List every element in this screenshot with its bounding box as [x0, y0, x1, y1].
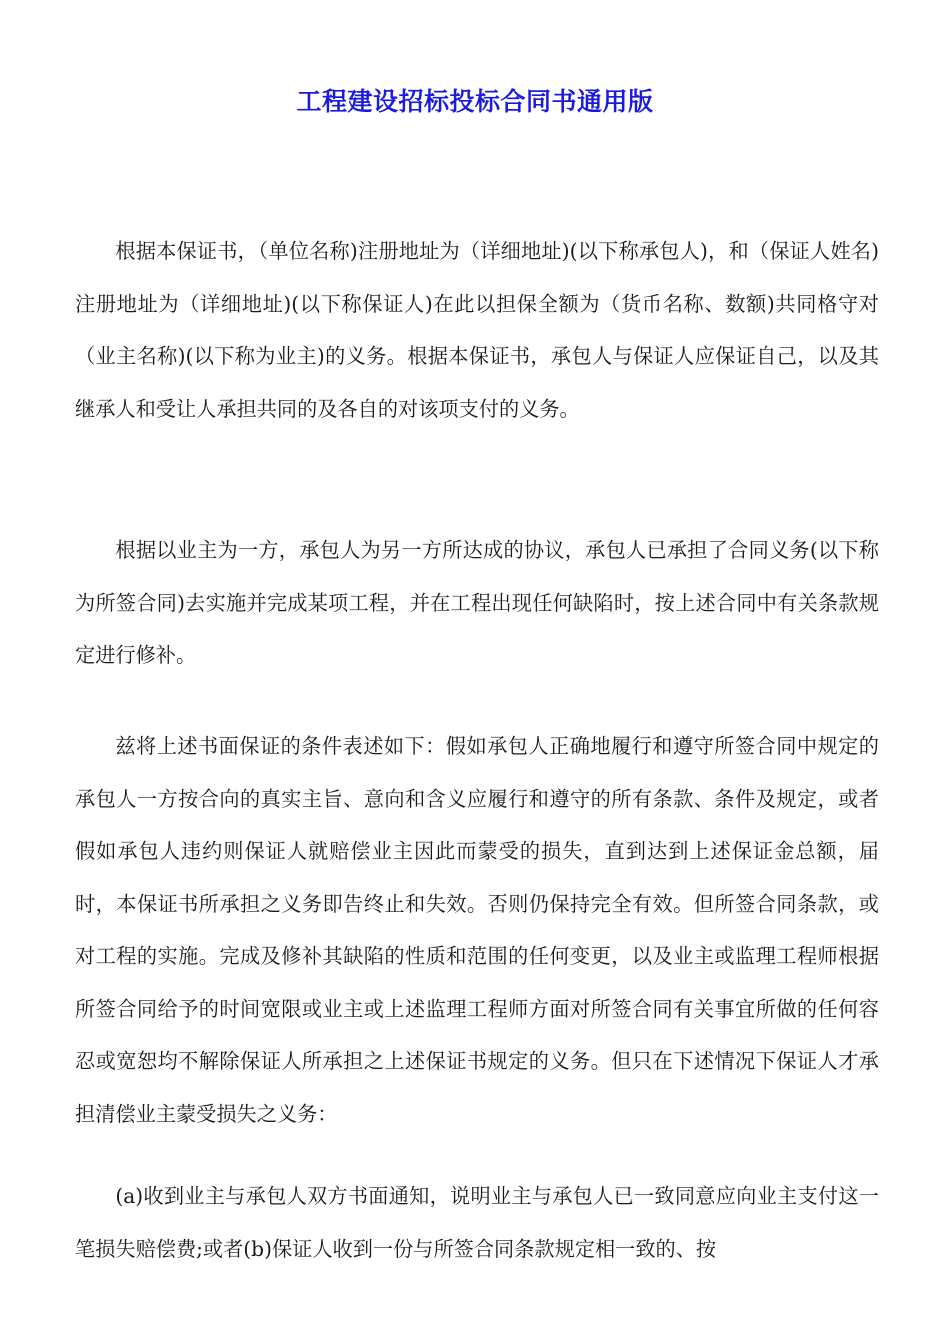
paragraph-payment-cases: (a)收到业主与承包人双方书面通知，说明业主与承包人已一致同意应向业主支付这一笔损失赔偿费;或者(b)保证人收到一份与所签合同条款规定相一致的、按 [75, 1184, 879, 1261]
paragraph-contract-agreement: 根据以业主为一方，承包人为另一方所达成的协议，承包人已承担了合同义务(以下称为所签合同)去实施并完成某项工程，并在工程出现任何缺陷时，按上述合同中有关条款规定进行修补。 [75, 538, 879, 667]
paragraph-guarantee-parties: 根据本保证书，（单位名称)注册地址为（详细地址)(以下称承包人)，和（保证人姓名)注册地址为（详细地址)(以下称保证人)在此以担保全额为（货币名称、数额)共同格守对（业主名称)(以下称为业主)的义务。根据本保证书，承包人与保证人应保证自己，以及其继承人和受让人承担共同的及各自的对该项支付的义务。 [75, 239, 879, 421]
paragraph-guarantee-conditions: 兹将上述书面保证的条件表述如下：假如承包人正确地履行和遵守所签合同中规定的承包人一方按合向的真实主旨、意向和含义应履行和遵守的所有条款、条件及规定，或者假如承包人违约则保证人就赔偿业主因此而蒙受的损失，直到达到上述保证金总额，届时，本保证书所承担之义务即告终止和失效。否则仍保持完全有效。但所签合同条款，或对工程的实施。完成及修补其缺陷的性质和范围的任何变更，以及业主或监理工程师根据所签合同给予的时间宽限或业主或上述监理工程师方面对所签合同有关事宜所做的任何容忍或宽恕均不解除保证人所承担之上述保证书规定的义务。但只在下述情况下保证人才承担清偿业主蒙受损失之义务： [75, 734, 879, 1126]
document-title: 工程建设招标投标合同书通用版 [296, 87, 654, 116]
